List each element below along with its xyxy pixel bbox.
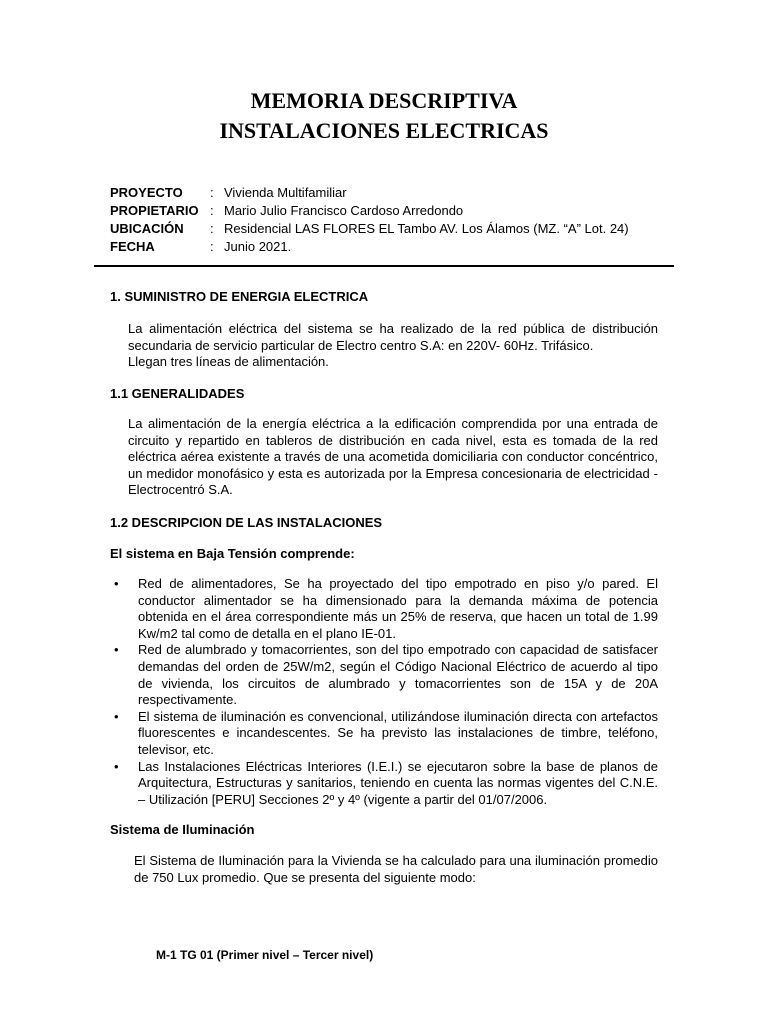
date-row	[110, 238, 629, 256]
section-1-2-heading: 1.2 DESCRIPCION DE LAS INSTALACIONES	[110, 515, 383, 530]
project-info	[110, 184, 629, 256]
date-separator: :	[210, 239, 214, 254]
project-label: PROYECTO	[110, 185, 183, 200]
date-label: FECHA	[110, 239, 155, 254]
section-1-paragraph: La alimentación eléctrica del sistema se ha realizado de la red pública de distribución secundaria de servicio particular de Electro centro S.A: en 220V- 60Hz. Trifásico.	[128, 321, 658, 353]
header-divider	[94, 265, 674, 267]
owner-value: Mario Julio Francisco Cardoso Arredondo	[224, 203, 464, 218]
location-separator: :	[210, 221, 214, 236]
project-value: Vivienda Multifamiliar	[224, 185, 347, 200]
project-row	[110, 184, 629, 202]
section-1-1-paragraph: La alimentación de la energía eléctrica a la edificación comprendida por una entrada de circuito y repartido en tableros de distribución en cada nivel, esta es tomada de la red eléctrica aérea existente a través de una acometida domiciliaria con conductor concéntrico, un medidor monofásico y esta es autorizada por la Empresa concesionaria de electricidad - Electrocentró S.A.	[128, 416, 658, 498]
location-row	[110, 220, 629, 238]
owner-row	[110, 202, 629, 220]
list-item-text: El sistema de iluminación es convencional, utilizándose iluminación directa con artefactos fluorescentes e incandescentes. Se ha previsto las instalaciones de timbre, teléfono, televisor, etc.	[138, 708, 658, 757]
date-value: Junio 2021.	[224, 239, 292, 254]
list-item	[110, 759, 658, 809]
section-1-2-subheading: El sistema en Baja Tensión comprende:	[110, 546, 355, 561]
lighting-paragraph: El Sistema de Iluminación para la Vivienda se ha calculado para una iluminación promedio de 750 Lux promedio. Que se presenta del siguiente modo:	[134, 853, 658, 885]
bullet-icon: •	[114, 642, 119, 658]
document-subtitle: INSTALACIONES ELECTRICAS	[219, 118, 549, 143]
list-item-text: Red de alumbrado y tomacorrientes, son del tipo empotrado con capacidad de satisfacer demandas del orden de 25W/m2, según el Código Nacional Eléctrico de acuerdo al tipo de vivienda, los circuitos de alumbrado y tomacorrientes son de 15A y de 20A respectivamente.	[138, 642, 658, 708]
document-title: MEMORIA DESCRIPTIVA	[250, 88, 518, 113]
list-item-text: Red de alimentadores, Se ha proyectado del tipo empotrado en piso y/o pared. El conductor alimentador se ha dimensionado para la demanda máxima de potencia obtenida en el área correspondiente más un 25% de reserva, que hacen un total de 1.99 Kw/m2 tal como de detalla en el plano IE-01.	[138, 576, 658, 641]
bullet-icon: •	[114, 576, 119, 591]
location-value: Residencial LAS FLORES EL Tambo AV. Los Álamos (MZ. “A” Lot. 24)	[224, 221, 629, 236]
owner-separator: :	[210, 203, 214, 218]
section-1-paragraph-2: Llegan tres líneas de alimentación.	[128, 354, 329, 369]
list-item	[110, 709, 658, 759]
list-item	[110, 642, 658, 708]
list-item	[110, 576, 658, 642]
section-1-heading: 1. SUMINISTRO DE ENERGIA ELECTRICA	[110, 289, 369, 304]
board-label: M-1 TG 01 (Primer nivel – Tercer nivel)	[156, 948, 374, 962]
project-separator: :	[210, 185, 214, 200]
lighting-heading: Sistema de Iluminación	[110, 822, 255, 837]
location-label: UBICACIÓN	[110, 221, 184, 236]
section-1-1-heading: 1.1 GENERALIDADES	[110, 386, 245, 401]
list-item-text: Las Instalaciones Eléctricas Interiores (I.E.I.) se ejecutaron sobre la base de planos de Arquitectura, Estructuras y sanitarios, teniendo en cuenta las normas vigentes del C.N.E. – Utilización [PERU] Secciones 2º y 4º (vigente a partir del 01/07/2006.	[138, 758, 658, 807]
owner-label: PROPIETARIO	[110, 203, 199, 218]
bullet-icon: •	[114, 708, 119, 724]
installations-list	[110, 576, 658, 808]
bullet-icon: •	[114, 758, 119, 774]
